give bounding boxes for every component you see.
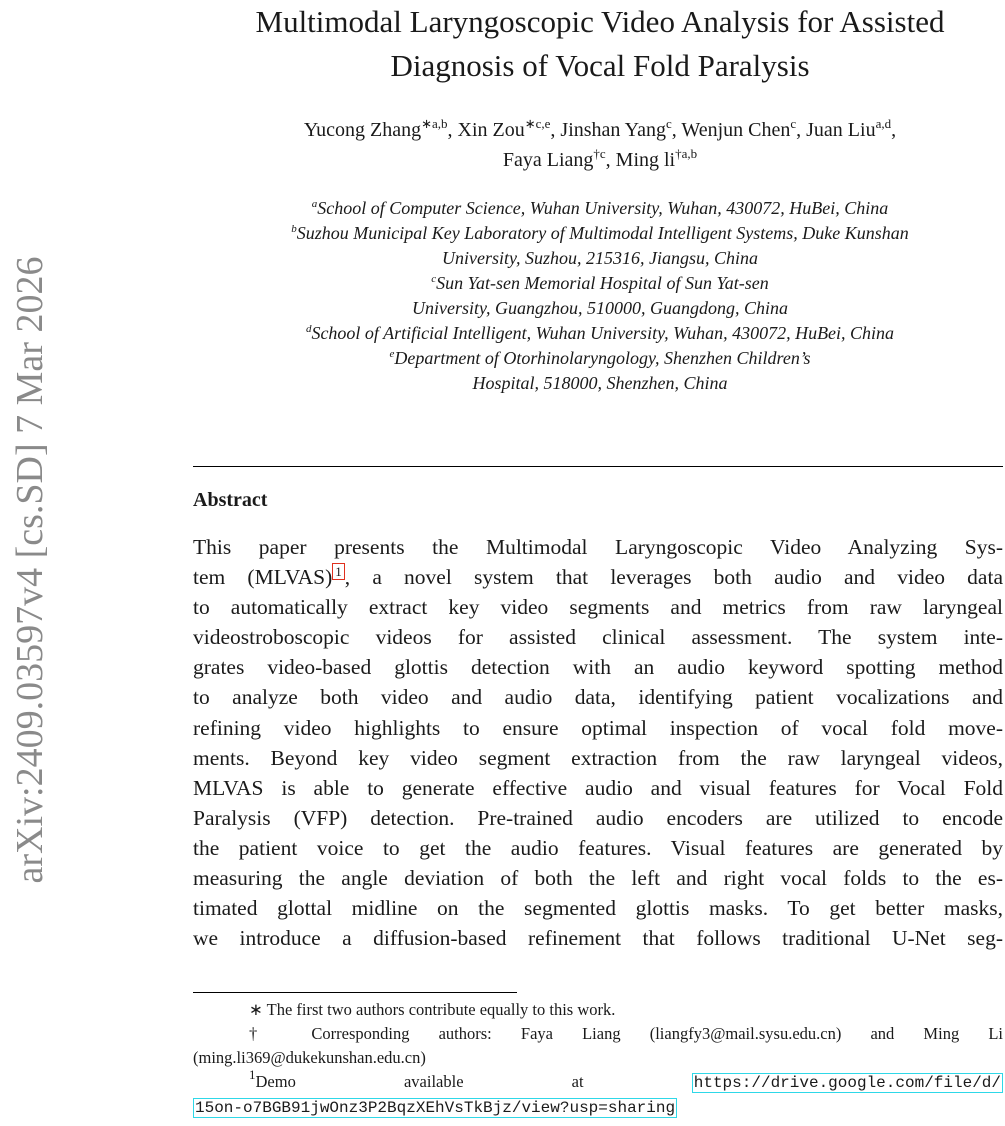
abstract-line-with-footnote	[193, 562, 1003, 592]
affiliation-mark: b	[291, 223, 297, 235]
abstract-line: MLVAS is able to generate effective audio and visual features for Vocal Fold	[193, 775, 1003, 800]
footnote-equal-contribution: ∗ The first two authors contribute equally to this work.	[249, 1000, 616, 1019]
abstract-line: videostroboscopic videos for assisted clinical assessment. The system inte-	[193, 625, 1003, 650]
author-affil-mark: c	[790, 116, 797, 131]
abstract-text: , a novel system that leverages both audio and video data	[344, 565, 1003, 590]
paper-title	[160, 0, 1005, 88]
author-affil-mark: †c	[593, 146, 606, 161]
affiliation-mark: e	[389, 348, 395, 360]
footnotes	[193, 998, 1003, 1120]
affiliation-c	[160, 271, 1005, 321]
abstract-body	[193, 532, 1003, 953]
affiliation-text: Department of Otorhinolaryngology, Shenzhen Children’s	[394, 348, 811, 368]
footnote-ref-link[interactable]: 1	[332, 563, 345, 580]
arxiv-identifier-stamp	[0, 0, 60, 900]
affiliation-b	[160, 221, 1005, 271]
footnote-demo	[193, 1067, 1003, 1095]
demo-link-part-1[interactable]: https://drive.google.com/file/d/	[693, 1074, 1001, 1092]
affiliation-text: Suzhou Municipal Key Laboratory of Multimodal Intelligent Systems, Duke Kunshan	[296, 223, 909, 243]
affiliation-text: University, Guangzhou, 510000, Guangdong, China	[412, 298, 788, 318]
abstract-line: grates video-based glottis detection with an audio keyword spotting method	[193, 655, 1003, 680]
footnote-demo-url-line	[193, 1095, 1003, 1120]
affiliation-text: University, Suzhou, 215316, Jiangsu, China	[442, 248, 758, 268]
abstract-line: to analyze both video and audio data, identifying patient vocalizations and	[193, 685, 1003, 710]
affiliation-text: School of Artificial Intelligent, Wuhan University, Wuhan, 430072, HuBei, China	[311, 323, 895, 343]
abstract-line: timated glottal midline on the segmented glottis masks. To get better masks,	[193, 896, 1003, 921]
affiliation-text: School of Computer Science, Wuhan University, Wuhan, 430072, HuBei, China	[317, 198, 889, 218]
footnote-corresponding-authors: † Corresponding authors: Faya Liang (liangfy3@mail.sysu.edu.cn) and Ming Li	[249, 1024, 1003, 1043]
author-name: Ming li	[615, 149, 676, 171]
affiliation-d	[160, 321, 1005, 346]
footnote-rule	[193, 992, 517, 993]
affiliation-text: Hospital, 518000, Shenzhen, China	[472, 373, 728, 393]
author-list: Yucong Zhang$^{∗a,b}$, Xin Zou$^{∗c,e}$, Jinshan Yang$^c$, Wenjun Chen$^c$, Juan Liu$^{a,d}$, Faya Liang$^{\dagger c}$, Ming li$^{\dagger a,b}$	[303, 116, 897, 171]
author-name: Wenjun Chen	[681, 119, 791, 141]
abstract-line: ments. Beyond key video segment extraction from the raw laryngeal videos,	[193, 745, 1003, 770]
author-affil-mark: †a,b	[675, 146, 698, 161]
title-line-2: Diagnosis of Vocal Fold Paralysis	[390, 48, 810, 83]
author-name: Jinshan Yang	[560, 119, 666, 141]
footnote-demo-text: Demo available at	[255, 1072, 584, 1091]
abstract-line: we introduce a diffusion-based refinement that follows traditional U-Net seg-	[193, 926, 1003, 951]
abstract-line: the patient voice to get the audio features. Visual features are generated by	[193, 835, 1003, 860]
author-affil-mark: c	[666, 116, 672, 131]
abstract-line: measuring the angle deviation of both the left and right vocal folds to the es-	[193, 866, 1003, 891]
author-name: Yucong Zhang	[303, 119, 422, 141]
affiliation-mark: d	[305, 323, 312, 335]
header-rule	[193, 466, 1003, 467]
affiliation-list	[160, 196, 1005, 396]
abstract-line: refining video highlights to ensure optimal inspection of vocal fold move-	[193, 715, 1003, 740]
affiliation-text: Sun Yat-sen Memorial Hospital of Sun Yat-sen	[436, 273, 769, 293]
demo-link-part-2[interactable]: 15on-o7BGB91jwOnz3P2BqzXEhVsTkBjz/view?usp=sharing	[195, 1099, 676, 1117]
affiliation-mark: c	[431, 273, 437, 285]
arxiv-id-text: arXiv:2409.03597v4 [cs.SD] 7 Mar 2026	[9, 256, 51, 884]
title-line-1: Multimodal Laryngoscopic Video Analysis for Assisted	[255, 4, 945, 39]
footnote-mark: 1	[249, 1067, 256, 1082]
author-name: Juan Liu	[806, 119, 876, 141]
abstract-text: tem (MLVAS)	[193, 565, 333, 590]
author-name: Xin Zou	[457, 119, 525, 141]
affiliation-mark: a	[311, 198, 318, 210]
author-affil-mark: ∗c,e	[524, 116, 551, 131]
footnote-corresponding-email: (ming.li369@dukekunshan.edu.cn)	[193, 1048, 426, 1067]
author-affil-mark: a,d	[875, 116, 892, 131]
author-affil-mark: ∗a,b	[421, 116, 448, 131]
affiliation-e	[160, 346, 1005, 396]
abstract-heading: Abstract	[193, 489, 268, 511]
abstract-line: This paper presents the Multimodal Laryngoscopic Video Analyzing Sys-	[193, 535, 1003, 559]
abstract-line: to automatically extract key video segments and metrics from raw laryngeal	[193, 595, 1003, 620]
author-name: Faya Liang	[502, 149, 594, 171]
abstract-line: Paralysis (VFP) detection. Pre-trained audio encoders are utilized to encode	[193, 805, 1003, 830]
affiliation-a	[160, 196, 1005, 221]
